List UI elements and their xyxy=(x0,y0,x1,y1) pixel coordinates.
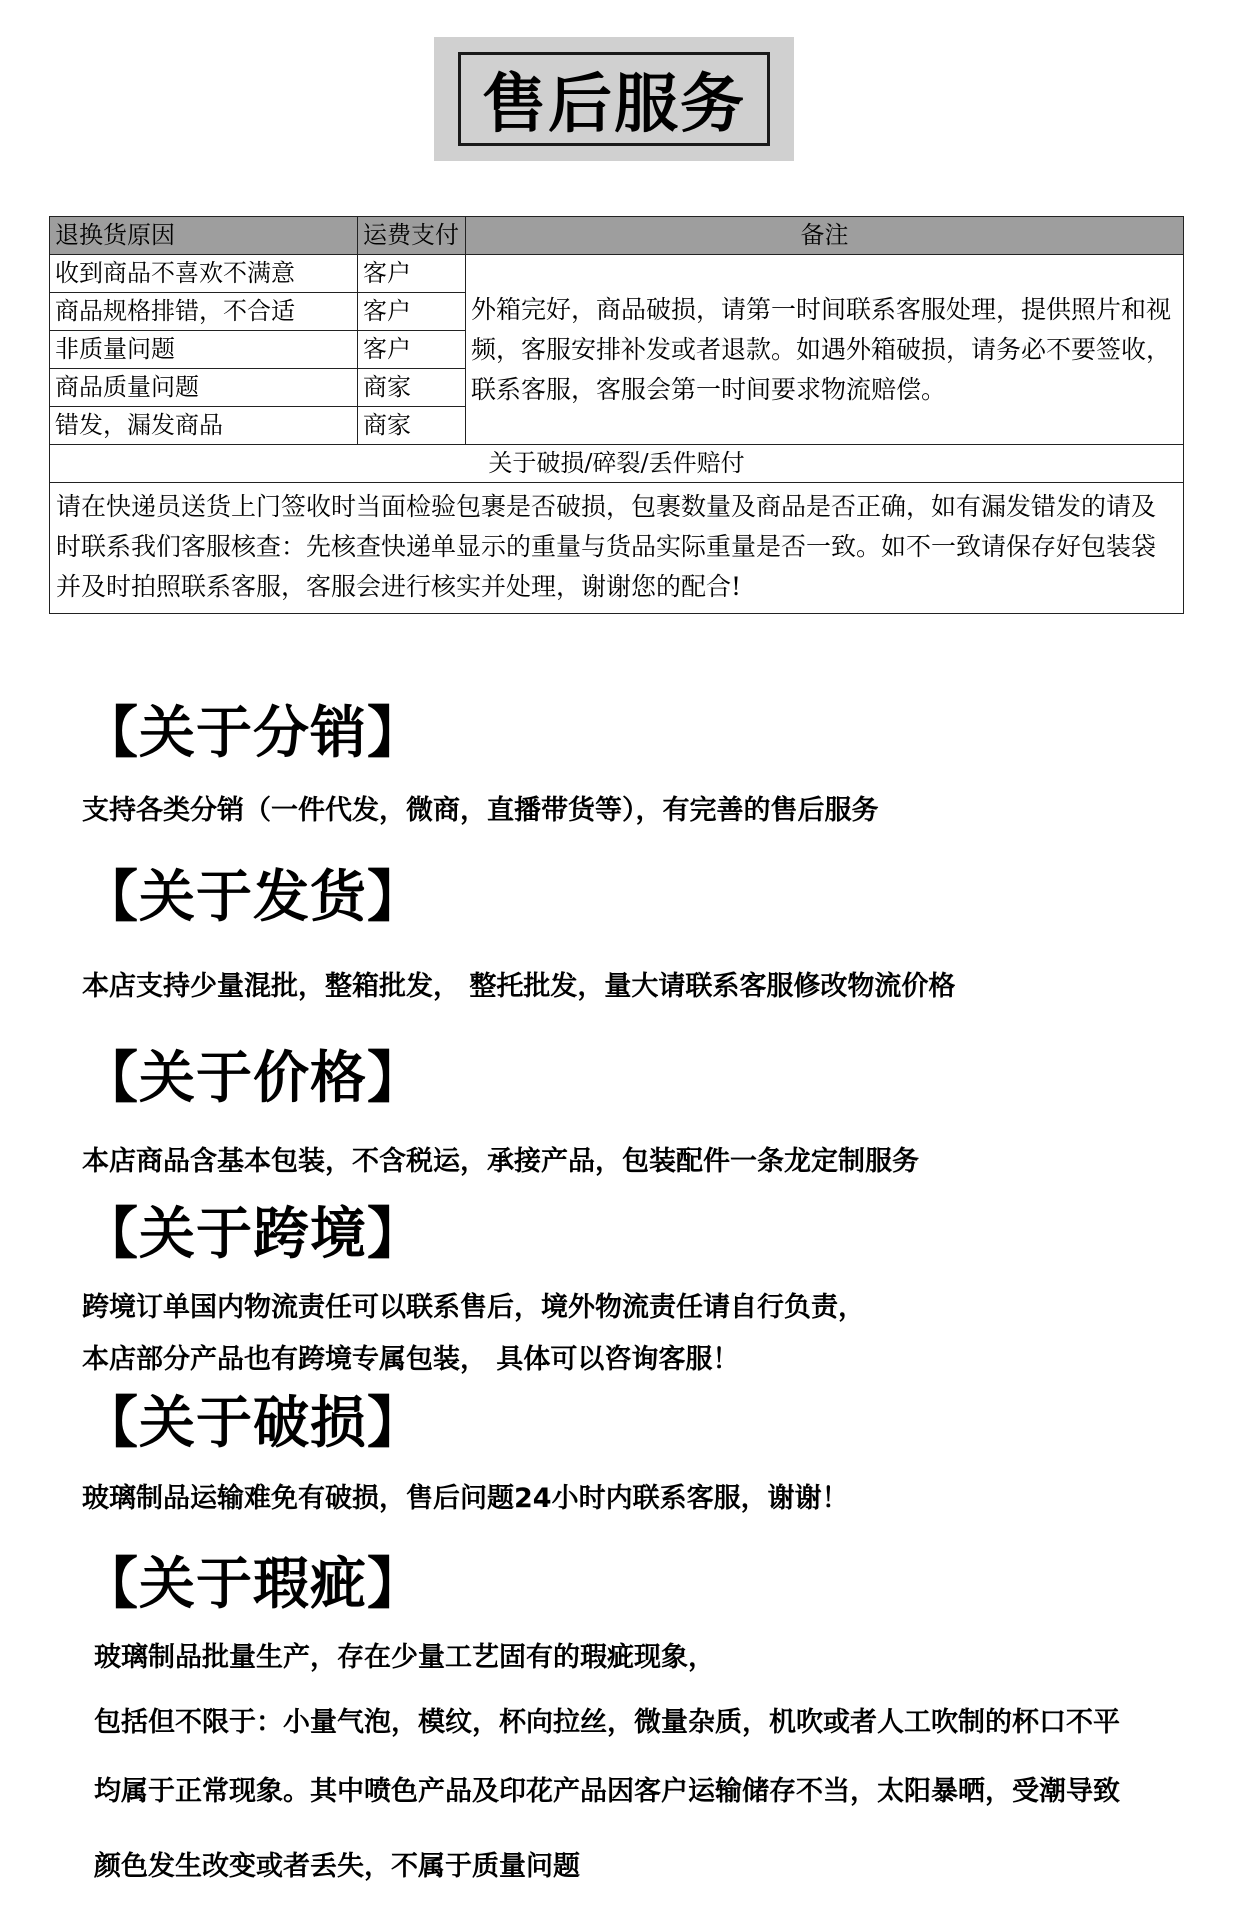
section-text: 包括但不限于：小量气泡，模纹，杯向拉丝，微量杂质，机吹或者人工吹制的杯口不平 xyxy=(94,1707,1120,1738)
section-heading: 【关于瑕疵】 xyxy=(82,1552,424,1617)
section-heading: 【关于发货】 xyxy=(82,865,424,930)
section-text: 本店部分产品也有跨境专属包装， 具体可以咨询客服！ xyxy=(82,1344,740,1375)
title-banner xyxy=(434,37,794,161)
payer-cell: 客户 xyxy=(358,331,466,369)
header-payer: 运费支付 xyxy=(358,217,466,255)
damage-heading: 关于破损/碎裂/丢件赔付 xyxy=(50,445,1184,483)
payer-cell: 客户 xyxy=(358,255,466,293)
page-title: 售后服务 xyxy=(458,52,770,146)
section-heading: 【关于价格】 xyxy=(82,1046,424,1111)
section-distribution xyxy=(82,700,879,827)
table-row xyxy=(50,255,1184,293)
header-note: 备注 xyxy=(466,217,1184,255)
section-shipping xyxy=(82,864,955,1003)
section-heading: 【关于破损】 xyxy=(82,1391,424,1456)
section-text: 玻璃制品运输难免有破损，售后问题24小时内联系客服，谢谢！ xyxy=(82,1483,849,1514)
section-heading: 【关于跨境】 xyxy=(82,1202,424,1267)
payer-cell: 客户 xyxy=(358,293,466,331)
section-text: 均属于正常现象。其中喷色产品及印花产品因客户运输储存不当，太阳暴晒，受潮导致 xyxy=(94,1776,1120,1807)
section-text: 支持各类分销（一件代发，微商，直播带货等），有完善的售后服务 xyxy=(82,795,879,826)
section-text: 跨境订单国内物流责任可以联系售后，境外物流责任请自行负责， xyxy=(82,1292,865,1323)
header-reason: 退换货原因 xyxy=(50,217,358,255)
reason-cell: 收到商品不喜欢不满意 xyxy=(50,255,358,293)
reason-cell: 非质量问题 xyxy=(50,331,358,369)
note-cell: 外箱完好，商品破损，请第一时间联系客服处理，提供照片和视频，客服安排补发或者退款。如遇外箱破损，请务必不要签收，联系客服，客服会第一时间要求物流赔偿。 xyxy=(466,255,1184,445)
section-text: 本店商品含基本包装，不含税运，承接产品，包装配件一条龙定制服务 xyxy=(82,1146,919,1177)
reason-cell: 商品规格排错，不合适 xyxy=(50,293,358,331)
section-text: 本店支持少量混批，整箱批发， 整托批发，量大请联系客服修改物流价格 xyxy=(82,971,956,1002)
section-text: 颜色发生改变或者丢失，不属于质量问题 xyxy=(94,1851,580,1882)
payer-cell: 商家 xyxy=(358,369,466,407)
section-text: 玻璃制品批量生产，存在少量工艺固有的瑕疵现象， xyxy=(94,1642,715,1673)
reason-cell: 错发，漏发商品 xyxy=(50,407,358,445)
after-sales-table xyxy=(49,216,1184,614)
section-damage xyxy=(82,1390,849,1515)
section-price xyxy=(82,1045,919,1178)
damage-text: 请在快递员送货上门签收时当面检验包裹是否破损，包裹数量及商品是否正确，如有漏发错发的请及时联系我们客服核查：先核查快递单显示的重量与货品实际重量是否一致。如不一致请保存好包装袋并及时拍照联系客服，客服会进行核实并处理，谢谢您的配合! xyxy=(50,483,1184,614)
payer-cell: 商家 xyxy=(358,407,466,445)
section-flaws xyxy=(82,1551,1120,1883)
section-heading: 【关于分销】 xyxy=(82,701,424,766)
reason-cell: 商品质量问题 xyxy=(50,369,358,407)
section-crossborder xyxy=(82,1201,865,1376)
